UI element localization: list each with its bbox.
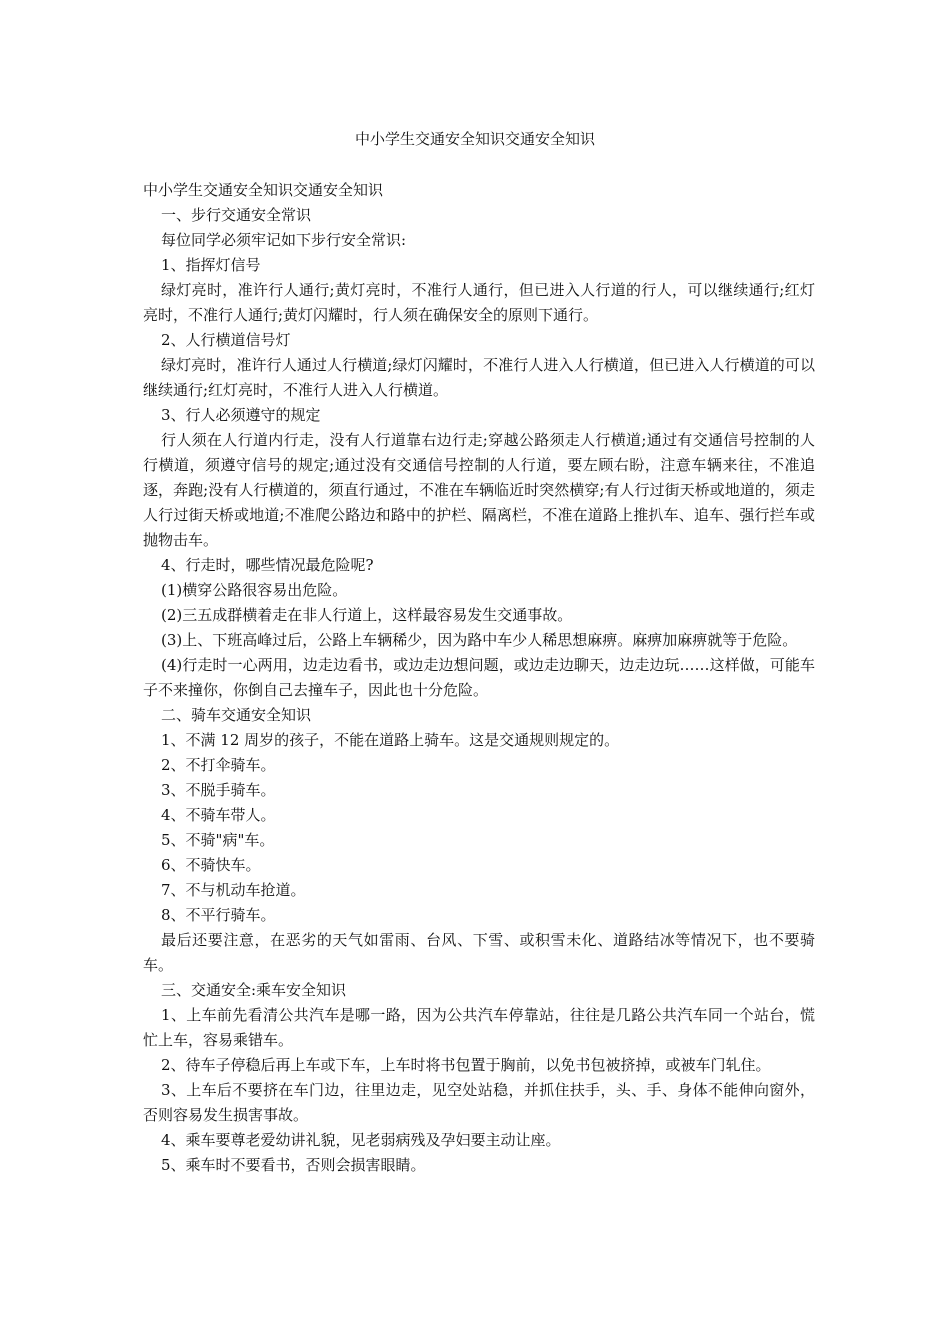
paragraph: 绿灯亮时，准许行人通过人行横道;绿灯闪耀时，不准行人进入人行横道，但已进入人行横道的可以继续通行;红灯亮时，不准行人进入人行横道。: [143, 356, 815, 399]
paragraph: (2)三五成群横着走在非人行道上，这样最容易发生交通事故。: [161, 606, 573, 624]
paragraph: 2、不打伞骑车。: [161, 756, 276, 774]
paragraph: 3、不脱手骑车。: [161, 781, 276, 799]
document-body: [143, 178, 815, 1178]
document-title: 中小学生交通安全知识交通安全知识: [354, 130, 595, 148]
paragraph: 2、人行横道信号灯: [161, 331, 291, 349]
paragraph: 绿灯亮时，准许行人通行;黄灯亮时，不准行人通行，但已进入人行道的行人，可以继续通行;红灯亮时，不准行人通行;黄灯闪耀时，行人须在确保安全的原则下通行。: [143, 281, 815, 324]
paragraph: (3)上、下班高峰过后，公路上车辆稀少，因为路中车少人稀思想麻痹。麻痹加麻痹就等于危险。: [161, 631, 798, 649]
paragraph: 5、乘车时不要看书，否则会损害眼睛。: [161, 1156, 426, 1174]
paragraph: 4、行走时，哪些情况最危险呢?: [161, 556, 374, 574]
paragraph: 1、不满 12 周岁的孩子，不能在道路上骑车。这是交通规则规定的。: [161, 731, 620, 749]
paragraph: 1、指挥灯信号: [161, 256, 261, 274]
paragraph: 行人须在人行道内行走，没有人行道靠右边行走;穿越公路须走人行横道;通过有交通信号控制的人行横道，须遵守信号的规定;通过没有交通信号控制的人行道，要左顾右盼，注意车辆来往，不准追逐，奔跑;没有人行横道的，须直行通过，不准在车辆临近时突然横穿;有人行过街天桥或地道的，须走人行过街天桥或地道;不准爬公路边和路中的护栏、隔离栏，不准在道路上推扒车、追车、强行拦车或抛物击车。: [143, 431, 815, 549]
paragraph: 三、交通安全:乘车安全知识: [161, 981, 347, 999]
paragraph: 8、不平行骑车。: [161, 906, 276, 924]
paragraph: (1)横穿公路很容易出危险。: [161, 581, 348, 599]
paragraph: 7、不与机动车抢道。: [161, 881, 306, 899]
paragraph: 最后还要注意，在恶劣的天气如雷雨、台风、下雪、或积雪未化、道路结冰等情况下，也不要骑车。: [143, 931, 815, 974]
paragraph: 5、不骑"病"车。: [161, 831, 275, 849]
paragraph: 4、乘车要尊老爱幼讲礼貌，见老弱病残及孕妇要主动让座。: [161, 1131, 561, 1149]
paragraph: 3、行人必须遵守的规定: [161, 406, 321, 424]
paragraph: 一、步行交通安全常识: [161, 206, 312, 224]
paragraph: 每位同学必须牢记如下步行安全常识:: [161, 231, 407, 249]
paragraph: 二、骑车交通安全知识: [161, 706, 312, 724]
paragraph: (4)行走时一心两用，边走边看书，或边走边想问题，或边走边聊天，边走边玩……这样做，可能车子不来撞你，你倒自己去撞车子，因此也十分危险。: [143, 656, 815, 699]
paragraph: 4、不骑车带人。: [161, 806, 276, 824]
paragraph: 6、不骑快车。: [161, 856, 261, 874]
paragraph: 3、上车后不要挤在车门边，往里边走，见空处站稳，并抓住扶手，头、手、身体不能伸向窗外，否则容易发生损害事故。: [143, 1081, 815, 1124]
paragraph: 1、上车前先看清公共汽车是哪一路，因为公共汽车停靠站，往往是几路公共汽车同一个站台，慌忙上车，容易乘错车。: [143, 1006, 815, 1049]
paragraph: 中小学生交通安全知识交通安全知识: [143, 181, 384, 199]
paragraph: 2、待车子停稳后再上车或下车，上车时将书包置于胸前，以免书包被挤掉，或被车门轧住。: [161, 1056, 771, 1074]
